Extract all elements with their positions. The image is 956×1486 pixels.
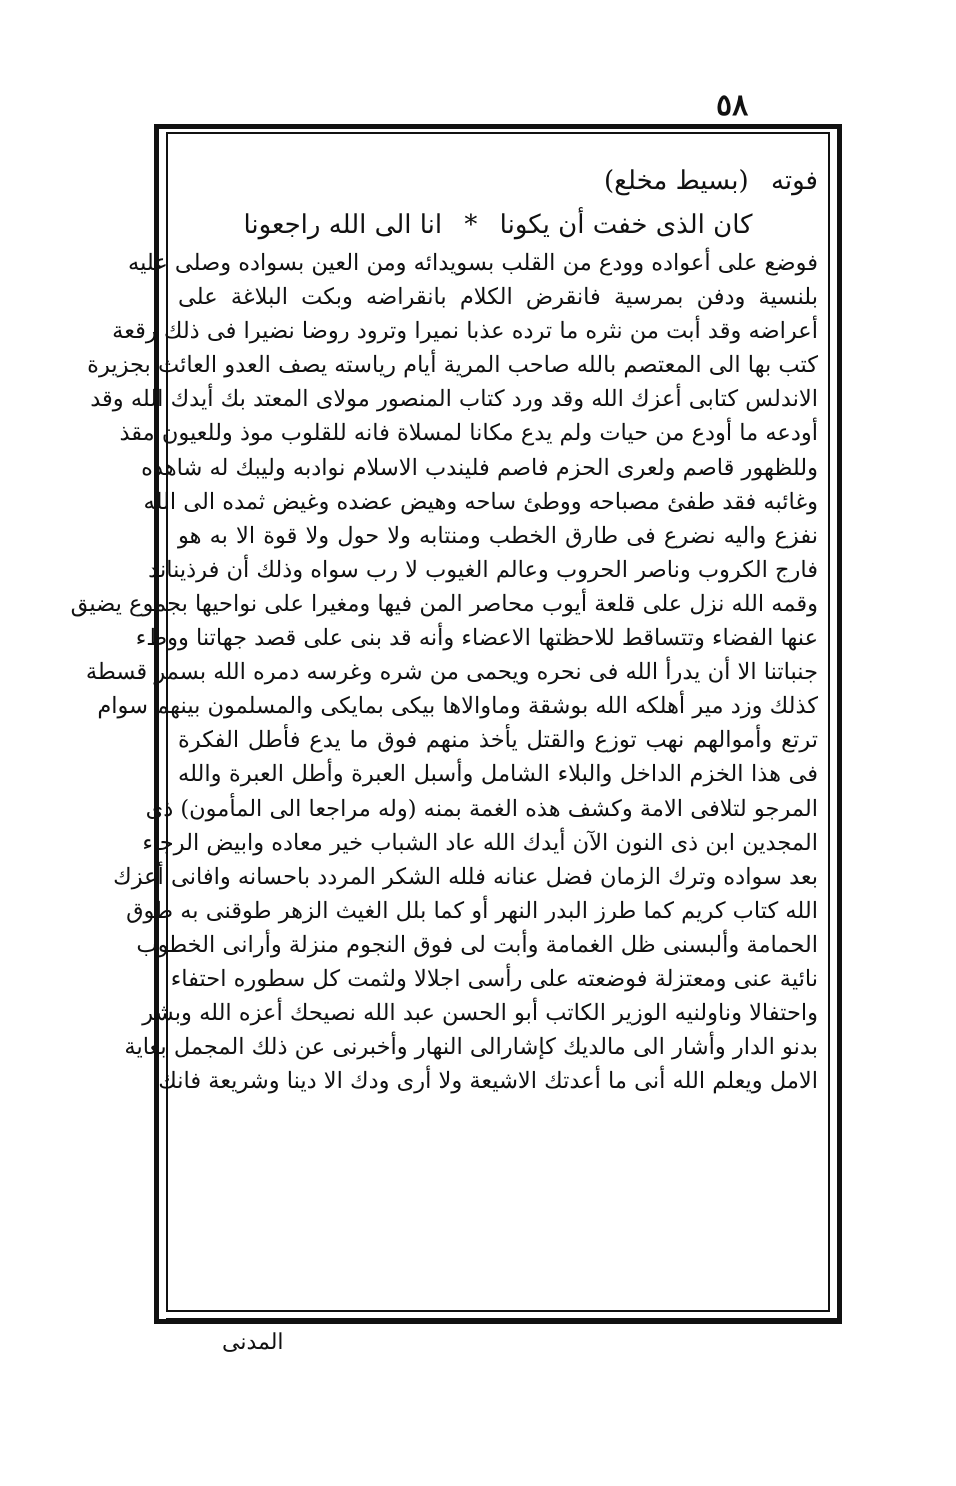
body-line: فارج الكروب وناصر الحروب وعالم الغيوب لا رب سواه وذلك أن فرذيناند	[148, 556, 818, 583]
poetic-meter-note: (بسيط مخلع)	[604, 166, 749, 196]
section-header	[178, 158, 818, 204]
page-number: ٥٨	[716, 88, 749, 123]
body-line: وغائبه فقد طفئ مصباحه ووطئ ساحه وهيض عضده وغيض ثمده الى الله	[143, 488, 818, 515]
prose-body	[70, 246, 818, 1098]
body-line: أودعه ما أودع من حيات ولم يدع مكانا لمسلاة فانه للقلوب موذ وللعيون مقذ	[119, 420, 818, 447]
verse-second-hemistich: انا الى الله راجعونا	[243, 210, 443, 240]
body-line: كتب بها الى المعتصم بالله صاحب المرية أيام رياسته يصف العدو العائث بجزيرة	[87, 352, 818, 379]
body-line: بعد سواده وترك الزمان فضل عنانه فلله الشكر المردد باحسانه وافانى أعزك	[113, 863, 818, 890]
header-label: فوته	[770, 166, 818, 196]
body-line: نائية عنى ومعتزلة فوضعته على رأسى اجلالا ولثمت كل سطوره احتفاء	[170, 965, 818, 992]
bottom-frame-rule	[166, 1318, 842, 1323]
body-line: الامل ويعلم الله أنى ما أعدتك الاشيعة ولا أرى ودك الا دينا وشريعة فانك	[158, 1068, 818, 1095]
body-line: جنباتنا الا أن يدرأ الله فى نحره ويحمى من شره وغرسه دمره الله بسمر قسطة	[85, 659, 818, 686]
body-line: الاندلس كتابى أعزك الله وقد ورد كتاب المنصور مولاى المعتد بك أيدك الله وقد	[90, 386, 818, 413]
body-line: بلنسية ودفن بمرسية فانقرض الكلام بانقراضه وبكت البلاغة على	[178, 284, 818, 311]
verse-first-hemistich: كان الذى خفت أن يكونا	[499, 210, 753, 240]
body-line: وقمه الله نزل على قلعة أيوب محاصر المن فيها ومغيرا على نواحيها بجموع يضيق	[70, 590, 818, 617]
body-line: واحتفالا وناولنيه الوزير الكاتب أبو الحسن عبد الله نصيحك أعزه الله وبشر	[142, 1000, 818, 1027]
verse-separator: *	[464, 210, 478, 240]
body-line: فوضع على أعواده وودع من القلب بسويدائه ومن العين بسواده وصلى عليه	[128, 250, 818, 276]
body-line: الحمامة وألبسنى ظل الغمامة وأبت لى فوق النجوم منزلة وأرانى الخطوب	[136, 931, 818, 958]
verse-line	[178, 204, 818, 246]
text-block	[70, 158, 818, 1098]
body-line: بدنو الدار وأشار الى مالديك كإشارالى النهار وأخبرنى عن ذلك المجمل بغاية	[124, 1034, 818, 1061]
body-line: الله كتاب كريم كما طرز البدر النهر أو كما بلل الغيث الزهر طوقنى به طوق	[126, 897, 818, 924]
body-line: نفزع واليه نضرع فى طارق الخطب ومنتابه ولا حول ولا قوة الا به هو	[178, 522, 818, 549]
body-line: أعراضه وقد أبت من نثره ما ترده عذبا نميرا وترود روضا نضيرا فى ذلك رقعة	[112, 318, 818, 345]
body-line: وللظهور قاصم ولعرى الحزم فاصم فليندب الاسلام نوادبه وليبك له شاهده	[141, 454, 818, 481]
body-line: كذلك وزد مير أهلكه الله بوشقة وماوالاها بيكى بمايكى والمسلمون بينهم سوام	[97, 693, 818, 720]
catchword: المدنى	[222, 1330, 284, 1355]
body-line: المجدين ابن ذى النون الآن أيدك الله عاد الشباب خير معاده وابيض الرجاء	[142, 829, 818, 856]
body-line: فى هذا الخزم الداخل والبلاء الشامل وأسبل العبرة وأطل العبرة والله	[178, 761, 818, 788]
body-line: المرجو لتلافى الامة وكشف هذه الغمة بمنه (وله مراجعا الى المأمون) ذى	[145, 795, 818, 822]
body-line: عنها الفضاء وتتساقط للاحظتها الاعضاء وأنه قد بنى على قصد جهاتنا ووطء	[135, 625, 818, 652]
body-line: ترتع وأموالهم نهب توزع والقتل يأخذ منهم فوق ما يدع فأطل الفكرة	[178, 727, 818, 754]
